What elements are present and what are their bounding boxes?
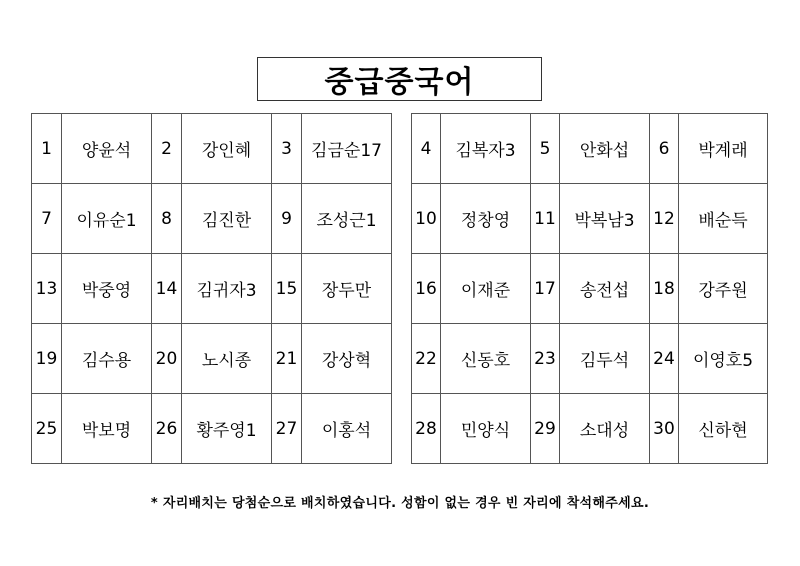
seat-name: 김수용	[62, 324, 152, 394]
seat-name: 배순득	[679, 184, 768, 254]
seat-name: 소대성	[560, 394, 650, 464]
table-row	[32, 114, 392, 184]
seat-number: 26	[152, 394, 182, 464]
seat-number: 10	[412, 184, 441, 254]
seat-number: 12	[650, 184, 679, 254]
table-row	[32, 254, 392, 324]
seat-name: 박중영	[62, 254, 152, 324]
page-title: 중급중국어	[257, 57, 542, 101]
seat-number: 19	[32, 324, 62, 394]
seat-name: 김금순17	[302, 114, 392, 184]
seat-number: 6	[650, 114, 679, 184]
seat-number: 16	[412, 254, 441, 324]
seat-name: 박복남3	[560, 184, 650, 254]
seat-name: 김진한	[182, 184, 272, 254]
table-row	[32, 394, 392, 464]
seat-name: 장두만	[302, 254, 392, 324]
seat-number: 2	[152, 114, 182, 184]
table-row	[412, 324, 768, 394]
seat-number: 8	[152, 184, 182, 254]
seat-number: 27	[272, 394, 302, 464]
seating-note: * 자리배치는 당첨순으로 배치하였습니다. 성함이 없는 경우 빈 자리에 착석해주세요.	[150, 496, 650, 511]
seat-name: 노시종	[182, 324, 272, 394]
seat-name: 박계래	[679, 114, 768, 184]
seat-number: 24	[650, 324, 679, 394]
seat-name: 강주원	[679, 254, 768, 324]
seat-name: 강상혁	[302, 324, 392, 394]
seat-name: 이재준	[441, 254, 531, 324]
seat-name: 김복자3	[441, 114, 531, 184]
table-row	[412, 254, 768, 324]
seat-number: 25	[32, 394, 62, 464]
seat-number: 20	[152, 324, 182, 394]
seat-name: 송전섭	[560, 254, 650, 324]
table-row	[32, 184, 392, 254]
seat-number: 30	[650, 394, 679, 464]
seat-number: 15	[272, 254, 302, 324]
seat-number: 13	[32, 254, 62, 324]
seat-number: 9	[272, 184, 302, 254]
seat-number: 22	[412, 324, 441, 394]
seat-number: 18	[650, 254, 679, 324]
seat-name: 신동호	[441, 324, 531, 394]
seat-name: 정창영	[441, 184, 531, 254]
table-row	[32, 324, 392, 394]
seat-name: 이영호5	[679, 324, 768, 394]
seat-name: 김귀자3	[182, 254, 272, 324]
seat-name: 이유순1	[62, 184, 152, 254]
seat-name: 안화섭	[560, 114, 650, 184]
seat-name: 김두석	[560, 324, 650, 394]
seat-name: 이홍석	[302, 394, 392, 464]
seat-table-right	[411, 113, 768, 464]
seat-number: 3	[272, 114, 302, 184]
seat-name: 양윤석	[62, 114, 152, 184]
seat-number: 7	[32, 184, 62, 254]
seat-number: 29	[531, 394, 560, 464]
seat-number: 23	[531, 324, 560, 394]
seat-name: 조성근1	[302, 184, 392, 254]
seat-name: 박보명	[62, 394, 152, 464]
seat-number: 28	[412, 394, 441, 464]
seat-number: 4	[412, 114, 441, 184]
seat-name: 황주영1	[182, 394, 272, 464]
seat-number: 1	[32, 114, 62, 184]
seat-table-left	[31, 113, 392, 464]
seat-number: 5	[531, 114, 560, 184]
table-row	[412, 394, 768, 464]
seat-number: 14	[152, 254, 182, 324]
seat-number: 21	[272, 324, 302, 394]
seat-number: 11	[531, 184, 560, 254]
seat-name: 신하현	[679, 394, 768, 464]
table-row	[412, 114, 768, 184]
seat-number: 17	[531, 254, 560, 324]
table-row	[412, 184, 768, 254]
seat-name: 민양식	[441, 394, 531, 464]
seat-name: 강인혜	[182, 114, 272, 184]
